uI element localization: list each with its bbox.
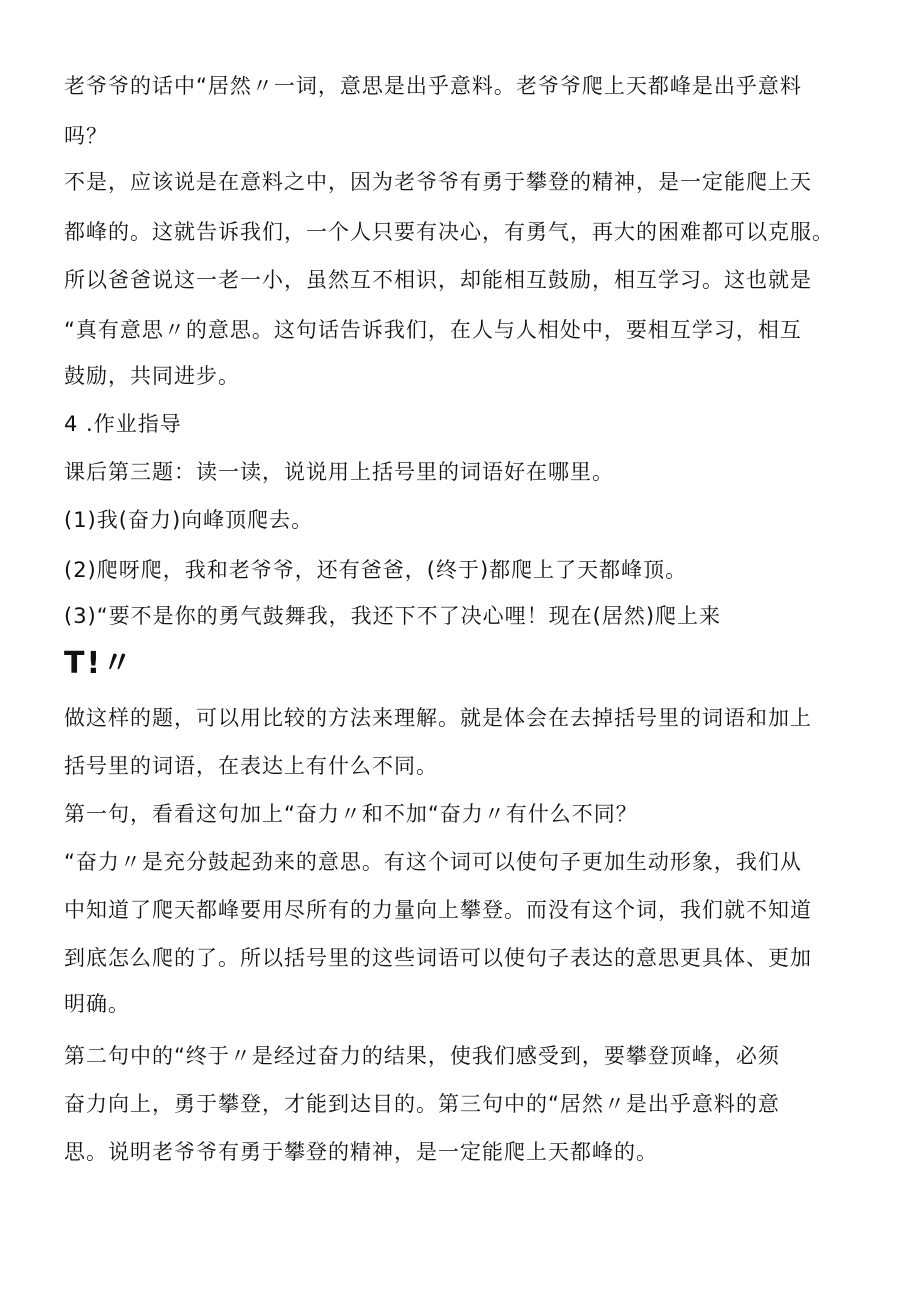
- paragraph-line: 思。说明老爷爷有勇于攀登的精神，是一定能爬上天都峰的。: [64, 1140, 658, 1164]
- paragraph-line: 明确。: [64, 992, 130, 1016]
- paragraph-line: 括号里的词语，在表达上有什么不同。: [64, 754, 438, 778]
- paragraph-line: 鼓励，共同进步。: [64, 364, 240, 388]
- paragraph-line: 中知道了爬天都峰要用尽所有的力量向上攀登。而没有这个词，我们就不知道: [64, 898, 812, 922]
- paragraph-line: “奋力〃是充分鼓起劲来的意思。有这个词可以使句子更加生动形象，我们从: [64, 850, 802, 874]
- paragraph-line: 吗？: [64, 124, 108, 148]
- paragraph-line: 都峰的。这就告诉我们，一个人只要有决心，有勇气，再大的困难都可以克服。: [64, 220, 834, 244]
- paragraph-line: 老爷爷的话中“居然〃一词，意思是出乎意料。老爷爷爬上天都峰是出乎意料: [64, 74, 802, 98]
- paragraph-line: 做这样的题，可以用比较的方法来理解。就是体会在去掉括号里的词语和加上: [64, 706, 812, 730]
- exercise-prompt: 课后第三题：读一读，说说用上括号里的词语好在哪里。: [64, 460, 614, 484]
- exercise-item: (3)“要不是你的勇气鼓舞我，我还下不了决心哩！现在(居然)爬上来: [64, 604, 722, 628]
- exercise-item: (2)爬呀爬，我和老爷爷，还有爸爸，(终于)都爬上了天都峰顶。: [64, 558, 688, 582]
- exercise-item-continuation: T!〃: [64, 646, 135, 681]
- paragraph-line: 第一句，看看这句加上“奋力〃和不加“奋力〃有什么不同？: [64, 802, 638, 826]
- paragraph-line: 不是，应该说是在意料之中，因为老爷爷有勇于攀登的精神，是一定能爬上天: [64, 170, 812, 194]
- paragraph-line: 所以爸爸说这一老一小，虽然互不相识，却能相互鼓励，相互学习。这也就是: [64, 268, 812, 292]
- exercise-item: (1)我(奋力)向峰顶爬去。: [64, 508, 314, 532]
- section-heading: 4 .作业指导: [64, 412, 182, 436]
- paragraph-line: 第二句中的“终于〃是经过奋力的结果，使我们感受到，要攀登顶峰，必须: [64, 1044, 780, 1068]
- paragraph-line: 到底怎么爬的了。所以括号里的这些词语可以使句子表达的意思更具体、更加: [64, 946, 812, 970]
- paragraph-line: “真有意思〃的意思。这句话告诉我们，在人与人相处中，要相互学习，相互: [64, 318, 802, 342]
- paragraph-line: 奋力向上，勇于攀登，才能到达目的。第三句中的“居然〃是出乎意料的意: [64, 1092, 780, 1116]
